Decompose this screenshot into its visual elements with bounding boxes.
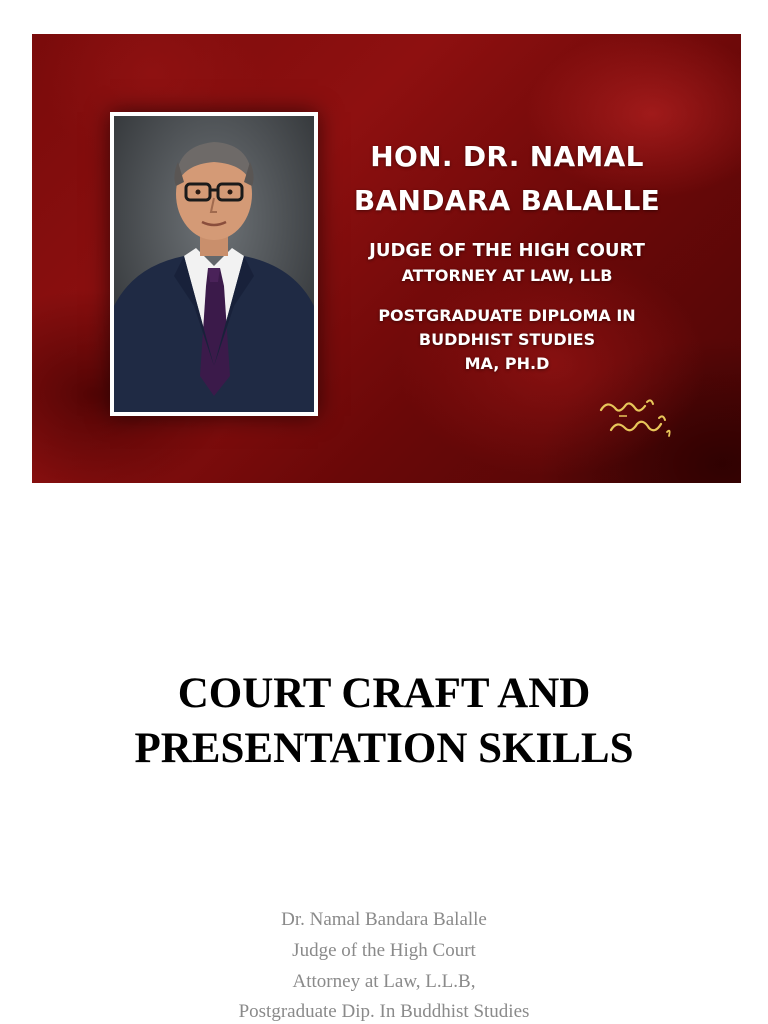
author-name: Dr. Namal Bandara Balalle: [281, 909, 487, 930]
banner-role-line2: ATTORNEY AT LAW, LLB: [401, 266, 613, 285]
banner-role-line1: JUDGE OF THE HIGH COURT: [369, 240, 645, 261]
author-qualification: Attorney at Law, L.L.B,: [292, 971, 476, 992]
banner-name-line2: BANDARA BALALLE: [353, 184, 661, 217]
portrait-illustration: [114, 116, 314, 412]
document-title-line2: PRESENTATION SKILLS: [134, 725, 634, 772]
portrait-photo: [110, 112, 318, 416]
author-position: Judge of the High Court: [292, 940, 476, 961]
banner-education-line2: BUDDHIST STUDIES: [418, 330, 596, 349]
author-diploma: Postgraduate Dip. In Buddhist Studies: [238, 1001, 530, 1022]
signature-logo: [597, 396, 677, 440]
banner-education-line3: MA, PH.D: [464, 354, 550, 373]
header-banner: [32, 34, 741, 483]
banner-name-line1: HON. DR. NAMAL: [370, 140, 644, 173]
document-title-line1: COURT CRAFT AND: [177, 670, 591, 717]
banner-education-line1: POSTGRADUATE DIPLOMA IN: [378, 306, 636, 325]
